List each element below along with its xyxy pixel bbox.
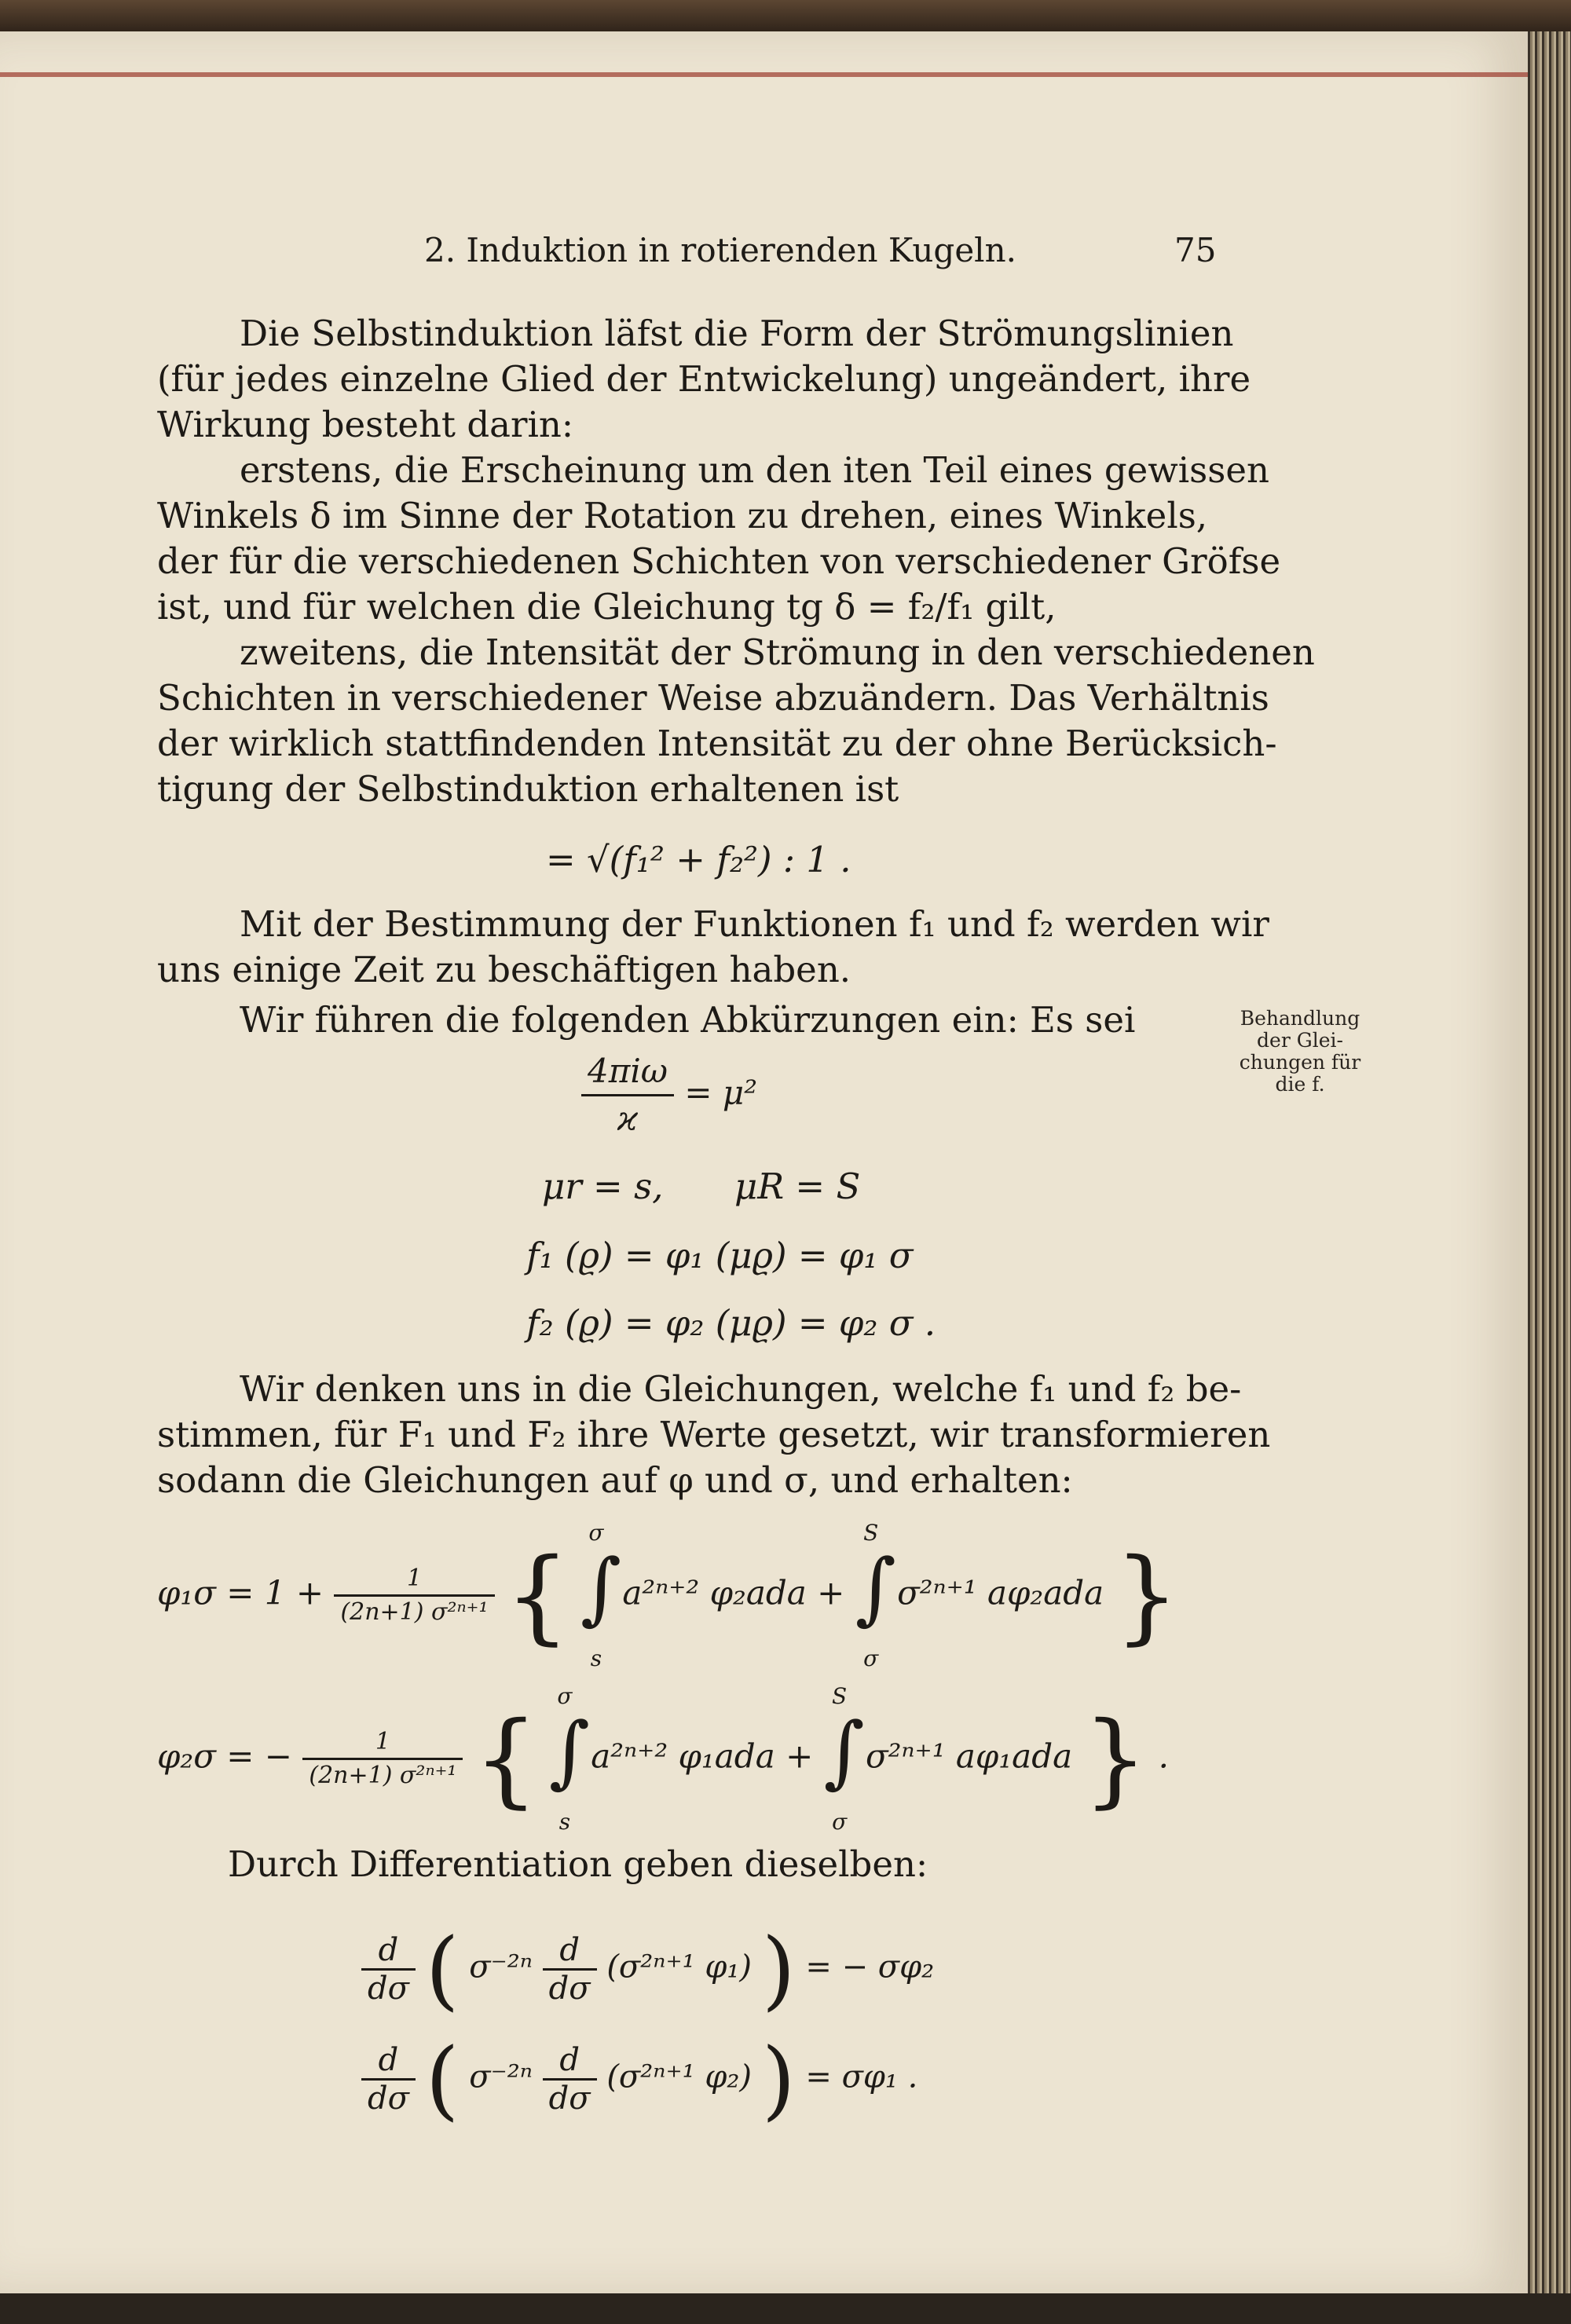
sigma-power: σ⁻²ⁿ [469, 2059, 533, 2095]
frac-numerator: 1 [302, 1726, 463, 1760]
d-denominator: dσ [368, 2081, 409, 2117]
frac-denominator: (2n+1) σ²ⁿ⁺¹ [309, 1762, 457, 1789]
text-line: uns einige Zeit zu beschäftigen haben. [157, 949, 851, 990]
mu-denominator: ϰ [617, 1100, 639, 1138]
d-numerator: d [543, 1932, 597, 1971]
differential-equation-2 [361, 2029, 918, 2130]
upper-limit: S [832, 1682, 848, 1709]
margin-note-line: der Glei- [1257, 1029, 1343, 1052]
eq1-lhs: φ₁σ = 1 + [157, 1573, 324, 1612]
left-brace: { [504, 1535, 570, 1656]
text-line: Wir denken uns in die Gleichungen, welche f₁ und f₂ be- [240, 1368, 1242, 1410]
inner-term: (σ²ⁿ⁺¹ φ₂) [606, 2059, 752, 2095]
upper-limit: σ [557, 1682, 573, 1709]
equation-mu [581, 1049, 757, 1142]
d-denominator: dσ [548, 1971, 591, 2007]
text-line: (für jedes einzelne Glied der Entwickelung) ungeändert, ihre [157, 358, 1251, 400]
right-brace: } [1082, 1699, 1148, 1819]
integral-sign [823, 1682, 865, 1835]
deq2-rhs: = σφ₁ . [805, 2059, 918, 2095]
margin-note-line: Behandlung [1240, 1007, 1360, 1030]
lower-limit: s [558, 1808, 571, 1835]
eq2-lhs: φ₂σ = − [157, 1737, 292, 1776]
eq2-integrand-2: σ²ⁿ⁺¹ aφ₁ada [866, 1737, 1073, 1776]
text-line: Winkels δ im Sinne der Rotation zu drehen, eines Winkels, [157, 495, 1208, 536]
integral-symbol: ∫ [548, 1704, 591, 1797]
left-paren: ( [425, 2029, 460, 2130]
left-paren: ( [425, 1919, 460, 2020]
lower-limit: σ [863, 1645, 879, 1671]
mu-numerator: 4πiω [581, 1049, 674, 1096]
text-line: Die Selbstinduktion läfst die Form der Strömungslinien [240, 313, 1234, 354]
text-line: der wirklich stattfindenden Intensität zu der ohne Berücksich- [157, 723, 1277, 764]
lower-limit: s [590, 1645, 602, 1671]
lower-limit: σ [832, 1808, 848, 1835]
right-paren: ) [761, 1919, 796, 2020]
equation-ratio: = √(f₁² + f₂²) : 1 . [546, 839, 851, 880]
integral-symbol: ∫ [580, 1541, 622, 1634]
book-page [0, 31, 1533, 2293]
text-line: zweitens, die Intensität der Strömung in den verschiedenen [240, 631, 1315, 673]
eq1-integrand-2: σ²ⁿ⁺¹ aφ₂ada [897, 1573, 1104, 1612]
margin-note-line: die f. [1275, 1073, 1325, 1096]
equation-S: μR = S [734, 1166, 861, 1207]
frac-numerator: 1 [334, 1563, 494, 1597]
integral-equation-1 [157, 1519, 1180, 1671]
running-head: 2. Induktion in rotierenden Kugeln. [424, 231, 1017, 269]
frac-denominator: (2n+1) σ²ⁿ⁺¹ [340, 1598, 489, 1626]
text-line: Schichten in verschiedener Weise abzuändern. Das Verhältnis [157, 677, 1269, 719]
deq1-rhs: = − σφ₂ [805, 1949, 935, 1985]
text-line: tigung der Selbstinduktion erhaltenen ist [157, 768, 899, 810]
text-line: ist, und für welchen die Gleichung tg δ = f₂/f₁ gilt, [157, 586, 1056, 628]
integral-sign [855, 1519, 896, 1671]
integral-equation-2: φ₂σ = − $\frac{1}{\text{(2n+1) σ²ⁿ⁺¹}}$ { σ ∫ s a²ⁿ⁺² φ₁ada + S ∫ σ σ²ⁿ⁺¹ aφ₁ada } . [157, 1726, 1169, 1791]
left-brace: { [473, 1699, 539, 1819]
text-line: sodann die Gleichungen auf φ und σ, und erhalten: [157, 1459, 1073, 1501]
integral-symbol: ∫ [855, 1541, 896, 1634]
text-line: stimmen, für F₁ und F₂ ihre Werte gesetzt, wir transformieren [157, 1414, 1271, 1455]
integral-symbol: ∫ [823, 1704, 865, 1797]
upper-limit: S [863, 1519, 879, 1546]
text-line: Wirkung besteht darin: [157, 404, 574, 445]
text-line: Mit der Bestimmung der Funktionen f₁ und f₂ werden wir [240, 903, 1269, 945]
d-numerator: d [543, 2042, 597, 2081]
right-brace: } [1114, 1535, 1180, 1656]
equation-s: μr = s, [542, 1166, 664, 1207]
integral-sign [580, 1519, 622, 1671]
d-numerator: d [361, 2042, 416, 2081]
page-number: 75 [1174, 231, 1217, 269]
integral-sign [548, 1682, 591, 1835]
d-denominator: dσ [548, 2081, 591, 2117]
inner-term: (σ²ⁿ⁺¹ φ₁) [606, 1949, 752, 1985]
right-paren: ) [761, 2029, 796, 2130]
text-line: der für die verschiedenen Schichten von verschiedener Gröfse [157, 540, 1281, 582]
d-numerator: d [361, 1932, 416, 1971]
equation-f2: f₂ (ϱ) = φ₂ (μϱ) = φ₂ σ . [526, 1302, 936, 1344]
d-denominator: dσ [368, 1971, 409, 2007]
mu-rhs: = μ² [684, 1073, 758, 1112]
equation-f1: f₁ (ϱ) = φ₁ (μϱ) = φ₁ σ [526, 1235, 914, 1276]
eq1-integrand-1: a²ⁿ⁺² φ₂ada + [622, 1573, 845, 1612]
book-cover-edge [0, 0, 1571, 35]
text-line: Durch Differentiation geben dieselben: [228, 1843, 928, 1885]
margin-note-line: chungen für [1239, 1051, 1361, 1074]
upper-limit: σ [588, 1519, 604, 1546]
text-line: Wir führen die folgenden Abkürzungen ein: Es sei [240, 999, 1136, 1041]
page-stack-edges [1528, 31, 1571, 2293]
differential-equation-1 [361, 1919, 935, 2020]
text-line: erstens, die Erscheinung um den iten Teil eines gewissen [240, 449, 1269, 491]
page-edge-line [0, 72, 1528, 77]
margin-note [1221, 1008, 1379, 1096]
sigma-power: σ⁻²ⁿ [469, 1949, 533, 1985]
eq2-integrand-1: a²ⁿ⁺² φ₁ada + [591, 1737, 814, 1776]
